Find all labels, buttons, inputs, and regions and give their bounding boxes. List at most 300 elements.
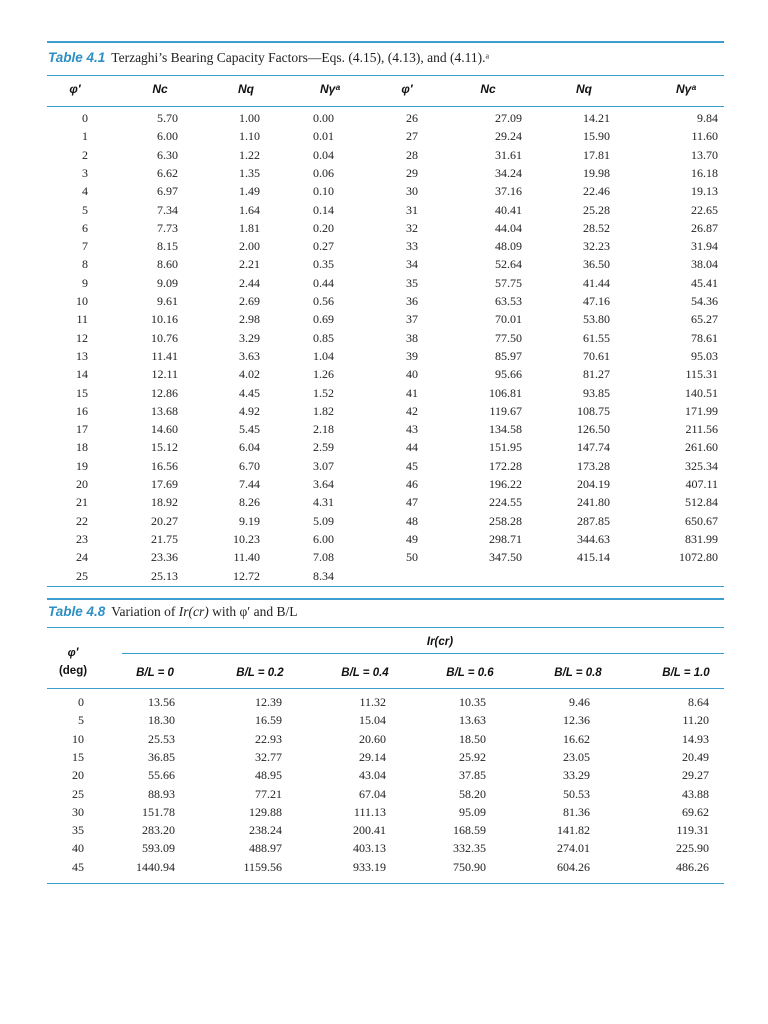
table1-cell: 1.04 — [313, 348, 334, 363]
table1-cell: 7.34 — [157, 202, 178, 217]
table1-header-top-rule — [47, 75, 724, 76]
table1-cell: 298.71 — [489, 531, 522, 546]
table1-cell: 40 — [406, 367, 418, 382]
table1-cell: 29.24 — [495, 129, 522, 144]
table1-cell: 31.94 — [691, 239, 718, 254]
table2-cell: 933.19 — [353, 859, 386, 874]
table1-cell: 6.00 — [313, 531, 334, 546]
table1-cell: 31 — [406, 202, 418, 217]
table2-cell: 12.36 — [563, 713, 590, 728]
table1-cell: 325.34 — [685, 458, 718, 473]
table2-col-header-2: B/L = 0.4 — [341, 667, 389, 679]
table1-cell: 17.81 — [583, 147, 610, 162]
table1-cell: 0.44 — [313, 275, 334, 290]
table1-cell: 6 — [82, 220, 88, 235]
table1-cell: 5.70 — [157, 111, 178, 125]
table1-cell: 35 — [406, 275, 418, 290]
table1-cell: 44.04 — [495, 220, 522, 235]
table2-cell: 15.04 — [359, 713, 386, 728]
table2-bottom-rule — [47, 883, 724, 884]
table1-cell: 16 — [76, 403, 88, 418]
table2-cell: 55.66 — [148, 768, 175, 783]
table1-cell: 8.15 — [157, 239, 178, 254]
table1-cell: 0.69 — [313, 312, 334, 327]
table1-col-header-0: φ′ — [69, 82, 81, 96]
table1-cell: 34 — [406, 257, 418, 272]
table2-cell: 750.90 — [453, 859, 486, 874]
table1-cell: 1.82 — [313, 403, 334, 418]
table1-cell: 7.44 — [239, 477, 260, 491]
table1-cell: 115.31 — [685, 367, 718, 382]
table1-cell: 0 — [82, 111, 88, 125]
table1-cell: 41.44 — [583, 275, 610, 290]
table1-cell: 22.65 — [691, 202, 718, 217]
table1-cell: 126.50 — [577, 422, 610, 437]
table1-cell: 0.56 — [313, 294, 334, 308]
table1-cell: 344.63 — [577, 531, 610, 546]
table1-cell: 17 — [76, 422, 88, 437]
table1-cell: 15.90 — [583, 129, 610, 144]
table1-cell: 41 — [406, 385, 418, 400]
table1-cell: 19.98 — [583, 165, 610, 180]
table2-cell: 274.01 — [557, 841, 590, 856]
table1-cell: 81.27 — [583, 367, 610, 382]
table1-cell: 1.26 — [313, 367, 334, 382]
table1-cell: 12.11 — [151, 367, 178, 382]
table1-cell: 16.56 — [151, 458, 178, 473]
table2-cell: 16.62 — [563, 731, 590, 746]
table1-cell: 9.09 — [157, 275, 178, 290]
table1-cell: 4.02 — [239, 367, 260, 382]
table1-cell: 8.34 — [313, 568, 334, 583]
table1-col-header-5: Nc — [480, 82, 496, 96]
table1-cell: 12 — [76, 330, 88, 345]
table1-cell: 11 — [76, 312, 88, 327]
table1-cell: 3.29 — [239, 330, 260, 345]
table1-cell: 30 — [406, 184, 418, 199]
table2-cell: 486.26 — [676, 859, 709, 874]
table1-cell: 37.16 — [495, 184, 522, 199]
table1-cell: 2.98 — [239, 312, 260, 327]
table1-cell: 95.03 — [691, 348, 718, 363]
table1-cell: 25 — [76, 568, 88, 583]
table1-cell: 8.60 — [157, 257, 178, 272]
table1-cell: 50 — [406, 550, 418, 565]
table1-cell: 119.67 — [489, 403, 522, 418]
table1-cell: 8.26 — [239, 495, 260, 510]
table1-cell: 57.75 — [495, 275, 522, 290]
table2-col-header-4: B/L = 0.8 — [554, 667, 602, 679]
table1-cell: 52.64 — [495, 257, 522, 272]
table1-cell: 42 — [406, 403, 418, 418]
table2-cell: 58.20 — [459, 786, 486, 801]
table1-cell: 9.84 — [697, 111, 718, 125]
table1-cell: 5 — [82, 202, 88, 217]
table1-cell: 261.60 — [685, 440, 718, 455]
table1-cell: 0.85 — [313, 330, 334, 345]
table2-phi-header: φ′ — [67, 647, 79, 659]
table1-cell: 650.67 — [685, 513, 718, 528]
table1-cell: 147.74 — [577, 440, 610, 455]
table1-col-header-1: Nc — [152, 82, 168, 96]
table1-cell: 3.64 — [313, 477, 334, 491]
table1-cell: 53.80 — [583, 312, 610, 327]
table1-cell: 10 — [76, 294, 88, 308]
table1-cell: 3.63 — [239, 348, 260, 363]
table1-cell: 6.97 — [157, 184, 178, 199]
table1-cell: 70.61 — [583, 348, 610, 363]
table2-cell: 15 — [72, 749, 84, 764]
table1-cell: 512.84 — [685, 495, 718, 510]
table2-cell: 32.77 — [255, 749, 282, 764]
table1-cell: 49 — [406, 531, 418, 546]
table1-cell: 47 — [406, 495, 418, 510]
table1-cell: 70.01 — [495, 312, 522, 327]
table1-cell: 54.36 — [691, 294, 718, 308]
table1-cell: 1.49 — [239, 184, 260, 199]
table1-cell: 47.16 — [583, 294, 610, 308]
table2-cell: 50.53 — [563, 786, 590, 801]
table1-cell: 63.53 — [495, 294, 522, 308]
table2-cell: 88.93 — [148, 786, 175, 801]
table1-cell: 8 — [82, 257, 88, 272]
table1-cell: 65.27 — [691, 312, 718, 327]
table1-cell: 258.28 — [489, 513, 522, 528]
table2-cell: 593.09 — [142, 841, 175, 856]
table2-cell: 119.31 — [676, 823, 709, 838]
table1-cell: 6.30 — [157, 147, 178, 162]
table1-cell: 48 — [406, 513, 418, 528]
table1-cell: 78.61 — [691, 330, 718, 345]
table2-cell: 13.63 — [459, 713, 486, 728]
table1-cell: 2 — [82, 147, 88, 162]
table1-cell: 7.73 — [157, 220, 178, 235]
table2-cell: 69.62 — [682, 804, 709, 819]
table1-cell: 211.56 — [685, 422, 718, 437]
table2-group-header: Ir(cr) — [426, 636, 454, 648]
table1-cell: 0.20 — [313, 220, 334, 235]
table1-cell: 4.31 — [313, 495, 334, 510]
table2-cell: 25.53 — [148, 731, 175, 746]
table1-cell: 2.44 — [239, 275, 260, 290]
table2-cell: 111.13 — [353, 804, 386, 819]
table2-cell: 29.27 — [682, 768, 709, 783]
table1-cell: 25.28 — [583, 202, 610, 217]
table1-cell: 831.99 — [685, 531, 718, 546]
table1-cell: 1.10 — [239, 129, 260, 144]
table1-header-bottom-rule — [47, 106, 724, 107]
table1-cell: 37 — [406, 312, 418, 327]
table1-title: Terzaghi’s Bearing Capacity Factors—Eqs. (4.15), (4.13), and (4.11).ᵃ — [111, 50, 490, 65]
table1-cell: 6.62 — [157, 165, 178, 180]
table1-cell: 4 — [82, 184, 88, 199]
table2-cell: 283.20 — [142, 823, 175, 838]
table1-cell: 44 — [406, 440, 418, 455]
table1-cell: 415.14 — [577, 550, 610, 565]
table1-cell: 7.08 — [313, 550, 334, 565]
table1-cell: 224.55 — [489, 495, 522, 510]
table2-cell: 9.46 — [569, 695, 590, 709]
table1-cell: 7 — [82, 239, 88, 254]
table2-number: Table 4.8 — [48, 604, 106, 619]
table1-cell: 48.09 — [495, 239, 522, 254]
table1-cell: 241.80 — [577, 495, 610, 510]
table1-cell: 14 — [76, 367, 88, 382]
table1-cell: 6.04 — [239, 440, 260, 455]
table2-cell: 1440.94 — [136, 859, 175, 874]
table2-cell: 29.14 — [359, 749, 386, 764]
table2-cell: 8.64 — [688, 695, 709, 709]
table1-cell: 11.41 — [151, 348, 178, 363]
table1-cell: 11.40 — [233, 550, 260, 565]
table2-cell: 81.36 — [563, 804, 590, 819]
table1-cell: 13 — [76, 348, 88, 363]
table1-cell: 45 — [406, 458, 418, 473]
table1-cell: 15.12 — [151, 440, 178, 455]
table2-cell: 18.30 — [148, 713, 175, 728]
table1-cell: 347.50 — [489, 550, 522, 565]
table2-cell: 14.93 — [682, 731, 709, 746]
table1-cell: 21 — [76, 495, 88, 510]
table1-cell: 173.28 — [577, 458, 610, 473]
table1-cell: 407.11 — [685, 477, 718, 491]
table2-cell: 18.50 — [459, 731, 486, 746]
table1-cell: 10.23 — [233, 531, 260, 546]
table1-caption — [48, 50, 489, 66]
table2-cell: 36.85 — [148, 749, 175, 764]
table1-cell: 32 — [406, 220, 418, 235]
table2-cell: 16.59 — [255, 713, 282, 728]
table2-cell: 10 — [72, 731, 84, 746]
table1-cell: 95.66 — [495, 367, 522, 382]
table1-cell: 26 — [406, 111, 418, 125]
table2-top-rule — [47, 598, 724, 600]
table1-cell: 40.41 — [495, 202, 522, 217]
table2-cell: 238.24 — [249, 823, 282, 838]
table2-header-top-rule — [47, 627, 724, 628]
table1-cell: 9.19 — [239, 513, 260, 528]
table1-cell: 4.45 — [239, 385, 260, 400]
table1-cell: 0.06 — [313, 165, 334, 180]
table1-cell: 0.04 — [313, 147, 334, 162]
table1-cell: 0.10 — [313, 184, 334, 199]
table1-cell: 32.23 — [583, 239, 610, 254]
table1-cell: 4.92 — [239, 403, 260, 418]
table1-cell: 1.64 — [239, 202, 260, 217]
table1-cell: 20.27 — [151, 513, 178, 528]
table1-cell: 3.07 — [313, 458, 334, 473]
table2-cell: 20.49 — [682, 749, 709, 764]
table1-cell: 31.61 — [495, 147, 522, 162]
table1-cell: 1.00 — [239, 111, 260, 125]
table2-cell: 43.88 — [682, 786, 709, 801]
table2-cell: 23.05 — [563, 749, 590, 764]
table1-cell: 45.41 — [691, 275, 718, 290]
table2-cell: 141.82 — [557, 823, 590, 838]
table2-cell: 20 — [72, 768, 84, 783]
table2-cell: 168.59 — [453, 823, 486, 838]
table2-cell: 332.35 — [453, 841, 486, 856]
table1-cell: 13.68 — [151, 403, 178, 418]
table1-cell: 11.60 — [691, 129, 718, 144]
table1-cell: 85.97 — [495, 348, 522, 363]
table1-cell: 13.70 — [691, 147, 718, 162]
table1-cell: 28.52 — [583, 220, 610, 235]
table1-col-header-4: φ′ — [401, 82, 413, 96]
table1-cell: 14.21 — [583, 111, 610, 125]
table1-cell: 134.58 — [489, 422, 522, 437]
table1-cell: 0.27 — [313, 239, 334, 254]
table2-cell: 35 — [72, 823, 84, 838]
table1-cell: 172.28 — [489, 458, 522, 473]
table1-cell: 23.36 — [151, 550, 178, 565]
table1-cell: 9.61 — [157, 294, 178, 308]
table2-cell: 20.60 — [359, 731, 386, 746]
table2-caption — [48, 604, 298, 620]
table1-cell: 19.13 — [691, 184, 718, 199]
table1-cell: 171.99 — [685, 403, 718, 418]
table2-cell: 77.21 — [255, 786, 282, 801]
table1-cell: 1 — [82, 129, 88, 144]
table1-cell: 22.46 — [583, 184, 610, 199]
table2-cell: 151.78 — [142, 804, 175, 819]
table1-cell: 18.92 — [151, 495, 178, 510]
table1-cell: 15 — [76, 385, 88, 400]
table1-cell: 6.70 — [239, 458, 260, 473]
table1-cell: 0.00 — [313, 111, 334, 125]
table1-cell: 10.16 — [151, 312, 178, 327]
table2-title-symbol: Ir(cr) — [178, 604, 209, 619]
table1-cell: 5.09 — [313, 513, 334, 528]
table1-bottom-rule — [47, 586, 724, 587]
table1-cell: 36 — [406, 294, 418, 308]
table1-cell: 16.18 — [691, 165, 718, 180]
table1-cell: 19 — [76, 458, 88, 473]
table2-cell: 12.39 — [255, 695, 282, 709]
table1-cell: 22 — [76, 513, 88, 528]
table2-cell: 403.13 — [353, 841, 386, 856]
table1-cell: 18 — [76, 440, 88, 455]
table2-cell: 43.04 — [359, 768, 386, 783]
table1-cell: 108.75 — [577, 403, 610, 418]
table1-cell: 24 — [76, 550, 88, 565]
table1-cell: 1072.80 — [679, 550, 718, 565]
table1-cell: 27.09 — [495, 111, 522, 125]
table1-cell: 25.13 — [151, 568, 178, 583]
table1-cell: 2.18 — [313, 422, 334, 437]
table1-cell: 14.60 — [151, 422, 178, 437]
table2-cell: 22.93 — [255, 731, 282, 746]
table2-cell: 11.32 — [359, 695, 386, 709]
table1-cell: 43 — [406, 422, 418, 437]
table2-cell: 30 — [72, 804, 84, 819]
table2-group-rule — [122, 653, 724, 654]
table1-cell: 2.21 — [239, 257, 260, 272]
table1-cell: 28 — [406, 147, 418, 162]
table2-title-suffix: with φ′ and B/L — [208, 604, 298, 619]
table2-cell: 488.97 — [249, 841, 282, 856]
table1-cell: 26.87 — [691, 220, 718, 235]
table1-cell: 39 — [406, 348, 418, 363]
table1-cell: 12.72 — [233, 568, 260, 583]
table2-cell: 40 — [72, 841, 84, 856]
table2-cell: 200.41 — [353, 823, 386, 838]
table1-cell: 17.69 — [151, 477, 178, 491]
table1-cell: 38 — [406, 330, 418, 345]
table1-cell: 20 — [76, 477, 88, 491]
table1-cell: 196.22 — [489, 477, 522, 491]
table1-cell: 21.75 — [151, 531, 178, 546]
table2-title-prefix: Variation of — [111, 604, 179, 619]
table1-cell: 5.45 — [239, 422, 260, 437]
table1-top-rule — [47, 41, 724, 43]
table2-cell: 13.56 — [148, 695, 175, 709]
table1-col-header-6: Nq — [576, 82, 592, 96]
table2-cell: 37.85 — [459, 768, 486, 783]
table2-col-header-1: B/L = 0.2 — [236, 667, 284, 679]
table2-col-header-5: B/L = 1.0 — [662, 667, 710, 679]
table1-cell: 2.69 — [239, 294, 260, 308]
table2-col-header-0: B/L = 0 — [136, 667, 174, 679]
table2-cell: 225.90 — [676, 841, 709, 856]
table1-cell: 106.81 — [489, 385, 522, 400]
table2-cell: 604.26 — [557, 859, 590, 874]
table1-cell: 36.50 — [583, 257, 610, 272]
table1-cell: 10.76 — [151, 330, 178, 345]
table1-col-header-3: Nγᵃ — [320, 82, 340, 96]
table1-col-header-7: Nγᵃ — [676, 82, 696, 96]
table1-cell: 27 — [406, 129, 418, 144]
table2-cell: 10.35 — [459, 695, 486, 709]
table1-cell: 46 — [406, 477, 418, 491]
table1-cell: 0.14 — [313, 202, 334, 217]
table2-cell: 1159.56 — [243, 859, 282, 874]
table1-cell: 33 — [406, 239, 418, 254]
table2-col-header-3: B/L = 0.6 — [446, 667, 494, 679]
table1-cell: 3 — [82, 165, 88, 180]
table2-phi-unit: (deg) — [58, 665, 88, 677]
table1-cell: 29 — [406, 165, 418, 180]
table2-cell: 129.88 — [249, 804, 282, 819]
table1-cell: 287.85 — [577, 513, 610, 528]
table2-header-bottom-rule — [47, 688, 724, 689]
table1-cell: 61.55 — [583, 330, 610, 345]
table1-col-header-2: Nq — [238, 82, 254, 96]
table1-cell: 77.50 — [495, 330, 522, 345]
table1-cell: 2.00 — [239, 239, 260, 254]
table2-cell: 5 — [78, 713, 84, 728]
table1-cell: 93.85 — [583, 385, 610, 400]
table1-cell: 1.22 — [239, 147, 260, 162]
table2-cell: 48.95 — [255, 768, 282, 783]
table2-cell: 25.92 — [459, 749, 486, 764]
table2-cell: 95.09 — [459, 804, 486, 819]
table1-cell: 1.52 — [313, 385, 334, 400]
table1-cell: 0.01 — [313, 129, 334, 144]
table2-cell: 67.04 — [359, 786, 386, 801]
table1-cell: 1.35 — [239, 165, 260, 180]
table2-cell: 45 — [72, 859, 84, 874]
table1-cell: 151.95 — [489, 440, 522, 455]
table1-cell: 204.19 — [577, 477, 610, 491]
table1-cell: 0.35 — [313, 257, 334, 272]
table2-cell: 25 — [72, 786, 84, 801]
table1-cell: 140.51 — [685, 385, 718, 400]
table1-cell: 9 — [82, 275, 88, 290]
table1-cell: 6.00 — [157, 129, 178, 144]
table1-cell: 2.59 — [313, 440, 334, 455]
table2-cell: 11.20 — [682, 713, 709, 728]
